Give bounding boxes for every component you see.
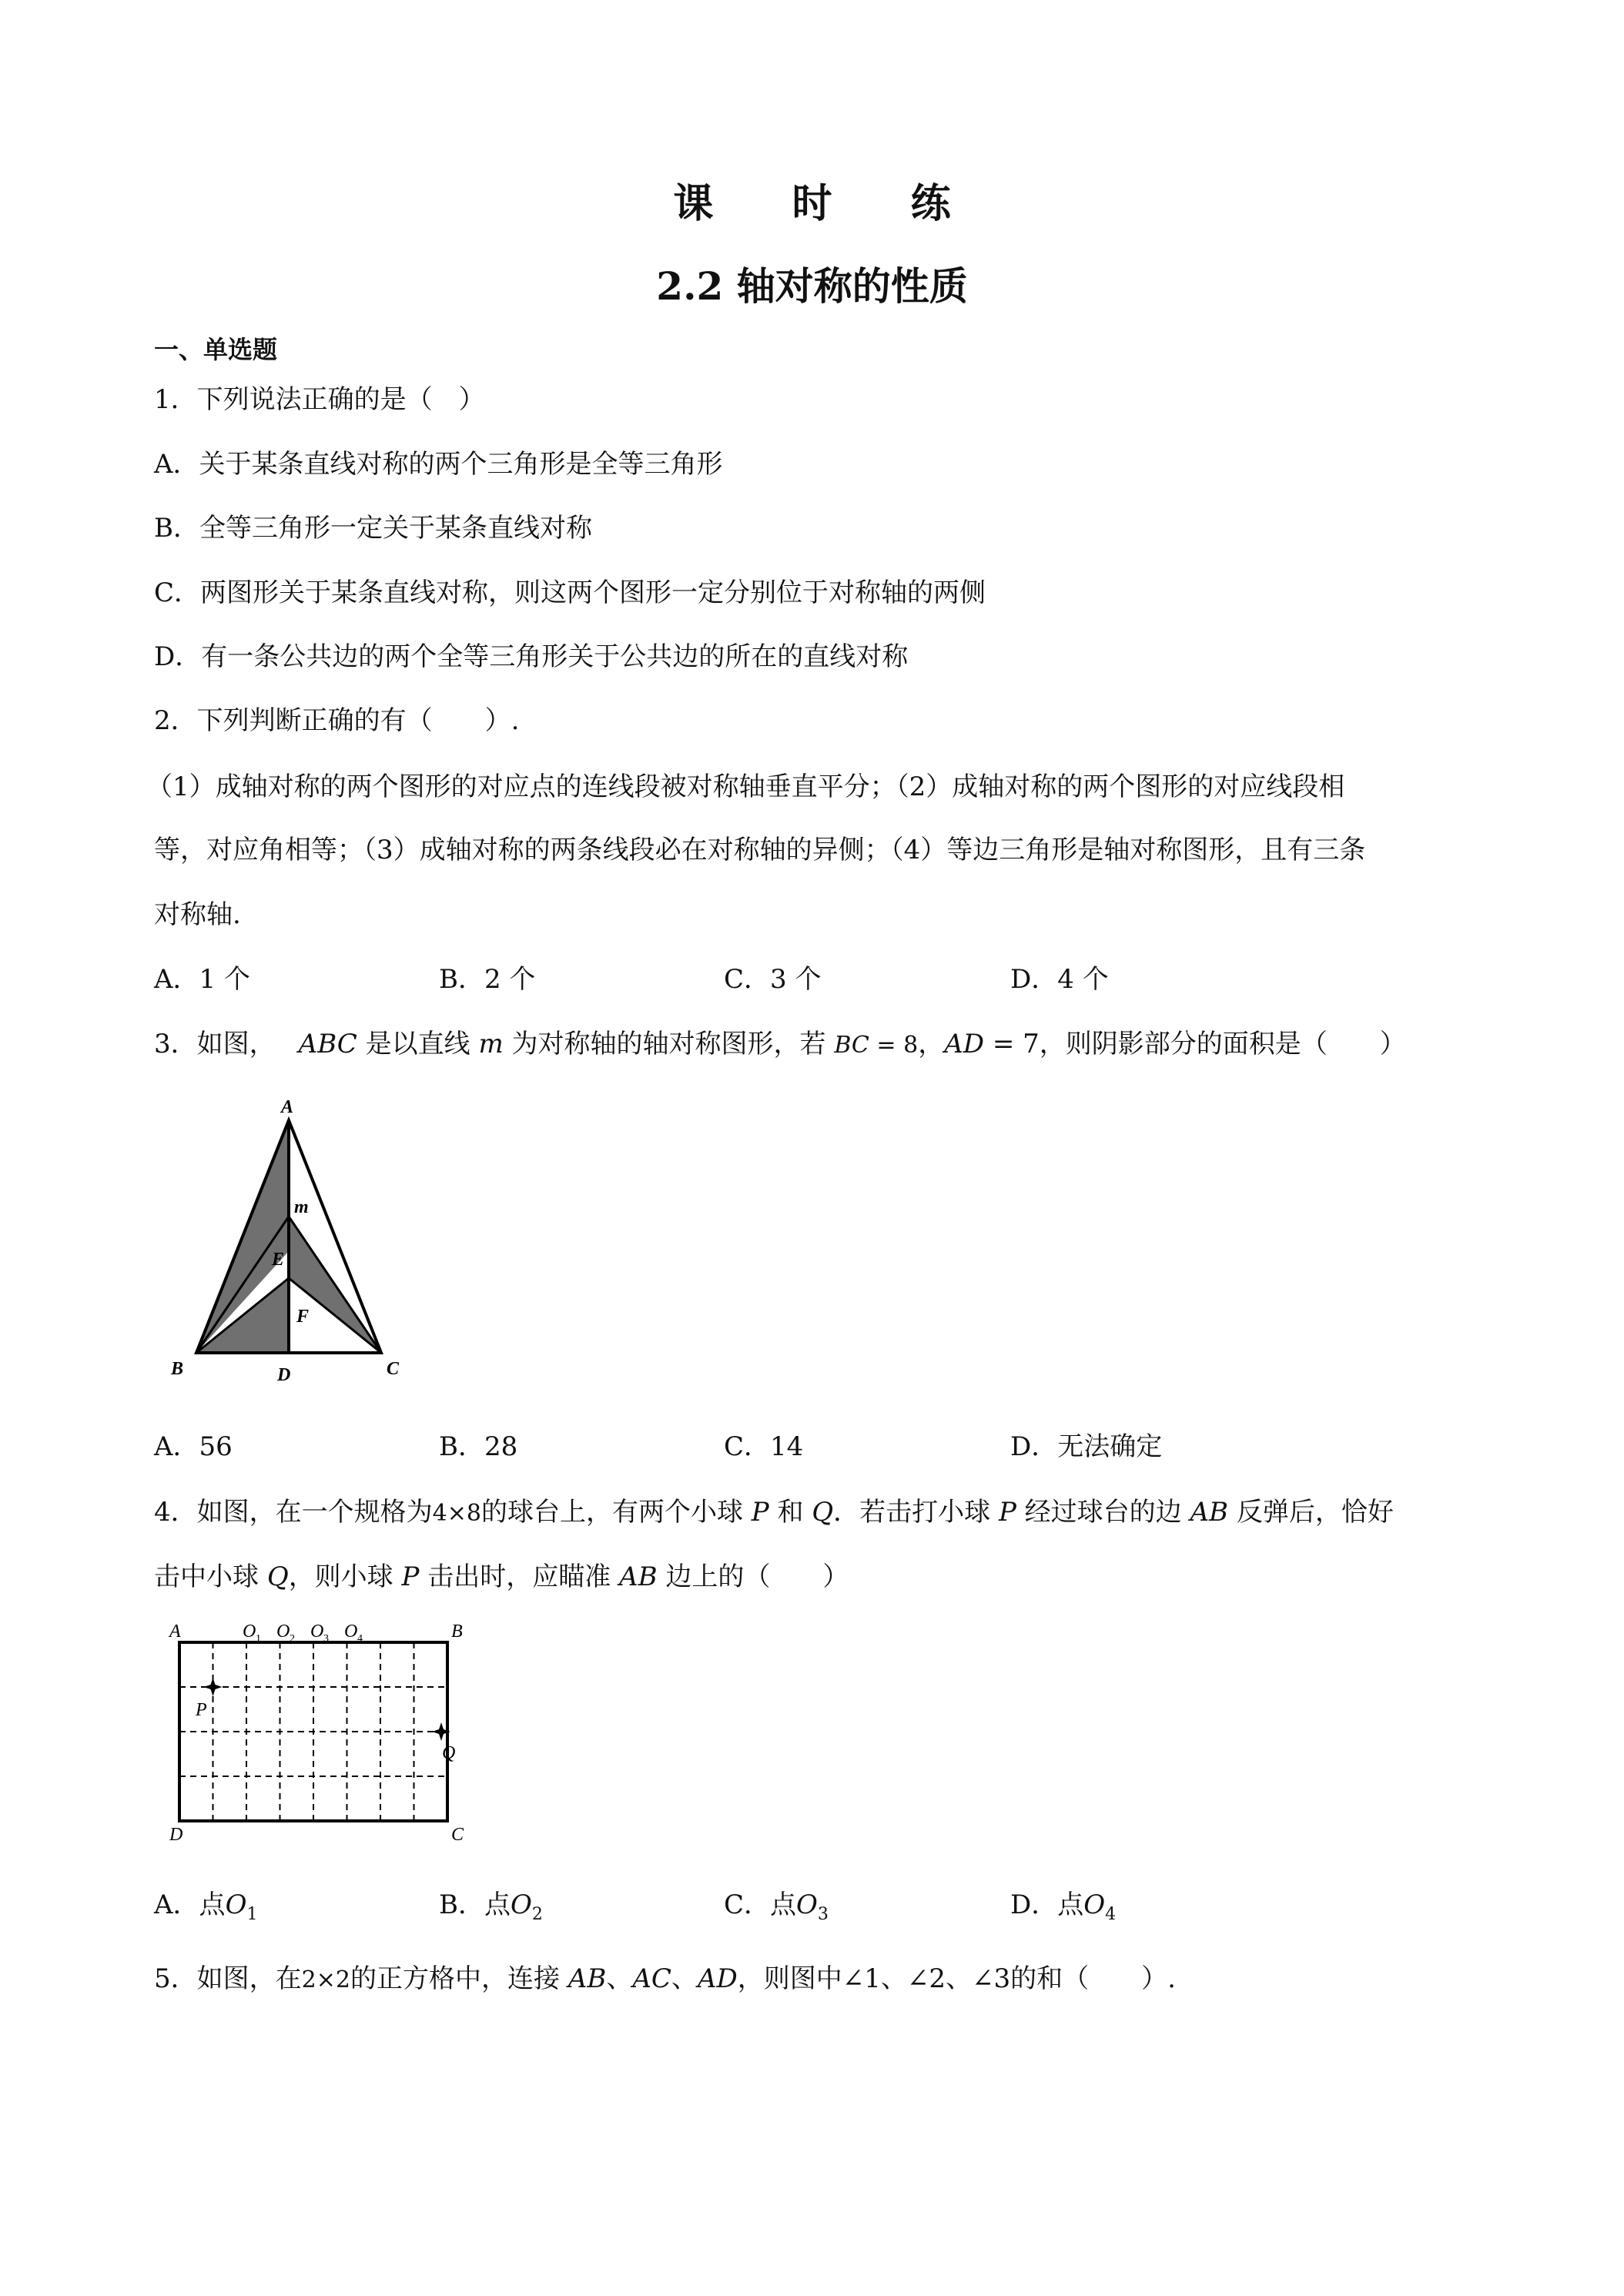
q3-option-a: A．56 (154, 1431, 233, 1462)
label-o4: O (344, 1623, 358, 1642)
q5-math: ∠2 (906, 1963, 946, 1994)
q3-math: AD (944, 1029, 985, 1059)
label-e: E (272, 1250, 285, 1270)
q4-pool-table-figure (162, 1623, 501, 1846)
q4-stem-line1 (154, 1495, 1478, 1531)
q3-math: BC (834, 1032, 869, 1059)
q5-text: 的和（ ）. (1010, 1963, 1176, 1994)
q4-math: P (401, 1561, 420, 1592)
q4-math: Q (812, 1497, 834, 1528)
q2-option-d: D．4 个 (1010, 964, 1109, 995)
q4-option-prefix: A．点 (154, 1889, 226, 1920)
label-o1-subscript: 1 (256, 1633, 261, 1645)
q5-text: 、 (880, 1963, 907, 1994)
q5-math: 2×2 (301, 1966, 350, 1993)
q1-option-b: B．全等三角形一定关于某条直线对称 (154, 513, 592, 544)
q4-text: ，则小球 (288, 1561, 402, 1592)
q1-option-d: D．有一条公共边的两个全等三角形关于公共边的所在的直线对称 (154, 641, 909, 672)
q4-option-sub: 2 (531, 1904, 543, 1924)
q2-stem: 2．下列判断正确的有（ ）. (154, 705, 520, 736)
q1-option-c: C．两图形关于某条直线对称，则这两个图形一定分别位于对称轴的两侧 (154, 577, 986, 608)
q4-text: 边上的（ ） (657, 1561, 849, 1592)
q3-triangle-figure (162, 1097, 416, 1390)
q5-text: 、 (671, 1963, 698, 1994)
section-heading: 一、单选题 (154, 335, 278, 364)
q4-math: P (751, 1497, 769, 1528)
q4-option-a (154, 1888, 257, 1932)
q2-body-line: 等，对应角相等；（3）成轴对称的两条线段必在对称轴的异侧；（4）等边三角形是轴对称图形，且有三条 (154, 835, 1366, 865)
q4-text: 和 (768, 1497, 812, 1528)
label-a: A (169, 1623, 181, 1642)
label-d: D (277, 1365, 291, 1385)
q4-text: 的球台上，有两个小球 (481, 1497, 752, 1528)
q4-option-letter: O (511, 1889, 532, 1920)
q5-text: 、 (945, 1963, 972, 1994)
label-b: B (171, 1359, 184, 1379)
q3-text: 是以直线 (357, 1029, 479, 1059)
q5-math: ∠1 (842, 1963, 881, 1994)
q4-option-sub: 4 (1105, 1904, 1117, 1924)
label-p: P (196, 1700, 207, 1720)
q4-text: ．若击打小球 (833, 1497, 999, 1528)
q4-option-prefix: D．点 (1010, 1889, 1084, 1920)
q3-math: = 7 (984, 1029, 1040, 1059)
q2-body-line: 对称轴. (154, 899, 241, 930)
q4-text: 4．如图，在一个规格为 (154, 1497, 433, 1528)
q3-math: m (478, 1029, 504, 1059)
q3-option-c: C．14 (724, 1431, 804, 1462)
q4-text: 反弹后，恰好 (1228, 1497, 1394, 1528)
q5-math: AB (568, 1963, 607, 1994)
label-b: B (451, 1623, 463, 1642)
q2-option-a: A．1 个 (154, 964, 250, 995)
q4-option-prefix: B．点 (439, 1889, 511, 1920)
label-f: F (296, 1307, 310, 1327)
label-o2: O (276, 1623, 290, 1642)
label-m: m (294, 1197, 309, 1217)
q5-text: ，则图中 (737, 1963, 842, 1994)
label-c: C (451, 1825, 464, 1845)
q4-option-letter: O (796, 1889, 818, 1920)
q3-text: 为对称轴的轴对称图形，若 (503, 1029, 835, 1059)
q5-math: AC (632, 1963, 671, 1994)
q4-math: AB (619, 1561, 658, 1592)
q3-text: 3．如图， (154, 1029, 276, 1059)
q4-option-b (439, 1888, 543, 1932)
label-o1: O (243, 1623, 256, 1642)
q4-option-letter: O (1083, 1889, 1106, 1920)
page-title: 课 时 练 (673, 180, 983, 227)
q3-text: ，则阴影部分的面积是（ ） (1039, 1029, 1406, 1059)
q3-math: = 8 (869, 1032, 919, 1059)
q3-option-b: B．28 (439, 1431, 518, 1462)
q4-option-prefix: C．点 (724, 1889, 797, 1920)
label-c: C (387, 1359, 400, 1379)
q5-stem (154, 1962, 1478, 1997)
q2-body-line: （1）成轴对称的两个图形的对应点的连线段被对称轴垂直平分；（2）成轴对称的两个图形的对应线段相 (146, 771, 1345, 802)
q2-option-b: B．2 个 (439, 964, 536, 995)
label-d: D (169, 1825, 183, 1845)
q2-option-c: C．3 个 (724, 964, 822, 995)
label-o2-subscript: 2 (290, 1633, 295, 1645)
q4-option-letter: O (225, 1889, 247, 1920)
q5-text: 、 (606, 1963, 633, 1994)
q4-text: 击中小球 (154, 1561, 267, 1592)
q3-option-d: D．无法确定 (1010, 1431, 1163, 1462)
label-o3-subscript: 3 (323, 1633, 329, 1645)
q5-text: 的正方格中，连接 (350, 1963, 568, 1994)
label-a: A (281, 1097, 294, 1117)
q4-option-sub: 1 (246, 1904, 258, 1924)
q4-option-sub: 3 (817, 1904, 829, 1924)
q5-math: ∠3 (971, 1963, 1011, 1994)
q4-text: 经过球台的边 (1016, 1497, 1190, 1528)
q4-option-d (1010, 1888, 1116, 1932)
q4-math: Q (266, 1561, 289, 1592)
q1-stem: 1．下列说法正确的是（ ） (154, 384, 485, 415)
label-q: Q (442, 1743, 456, 1763)
ball-p-marker (204, 1678, 223, 1696)
q5-math: AD (697, 1963, 738, 1994)
q3-text: ， (918, 1029, 945, 1059)
q4-math: 4×8 (432, 1500, 481, 1527)
q4-math: P (998, 1497, 1016, 1528)
q1-option-a: A．关于某条直线对称的两个三角形是全等三角形 (154, 449, 723, 480)
q4-text: 击出时，应瞄准 (419, 1561, 620, 1592)
q5-text: 5．如图，在 (154, 1963, 302, 1994)
label-o3: O (310, 1623, 324, 1642)
lesson-subtitle: 2.2 轴对称的性质 (656, 263, 968, 309)
q4-option-c (724, 1888, 829, 1932)
label-o4-subscript: 4 (357, 1633, 363, 1645)
q4-stem-line2 (154, 1560, 1478, 1594)
q3-stem (154, 1027, 1478, 1063)
q3-math: ABC (298, 1029, 357, 1059)
q4-math: AB (1190, 1497, 1229, 1528)
